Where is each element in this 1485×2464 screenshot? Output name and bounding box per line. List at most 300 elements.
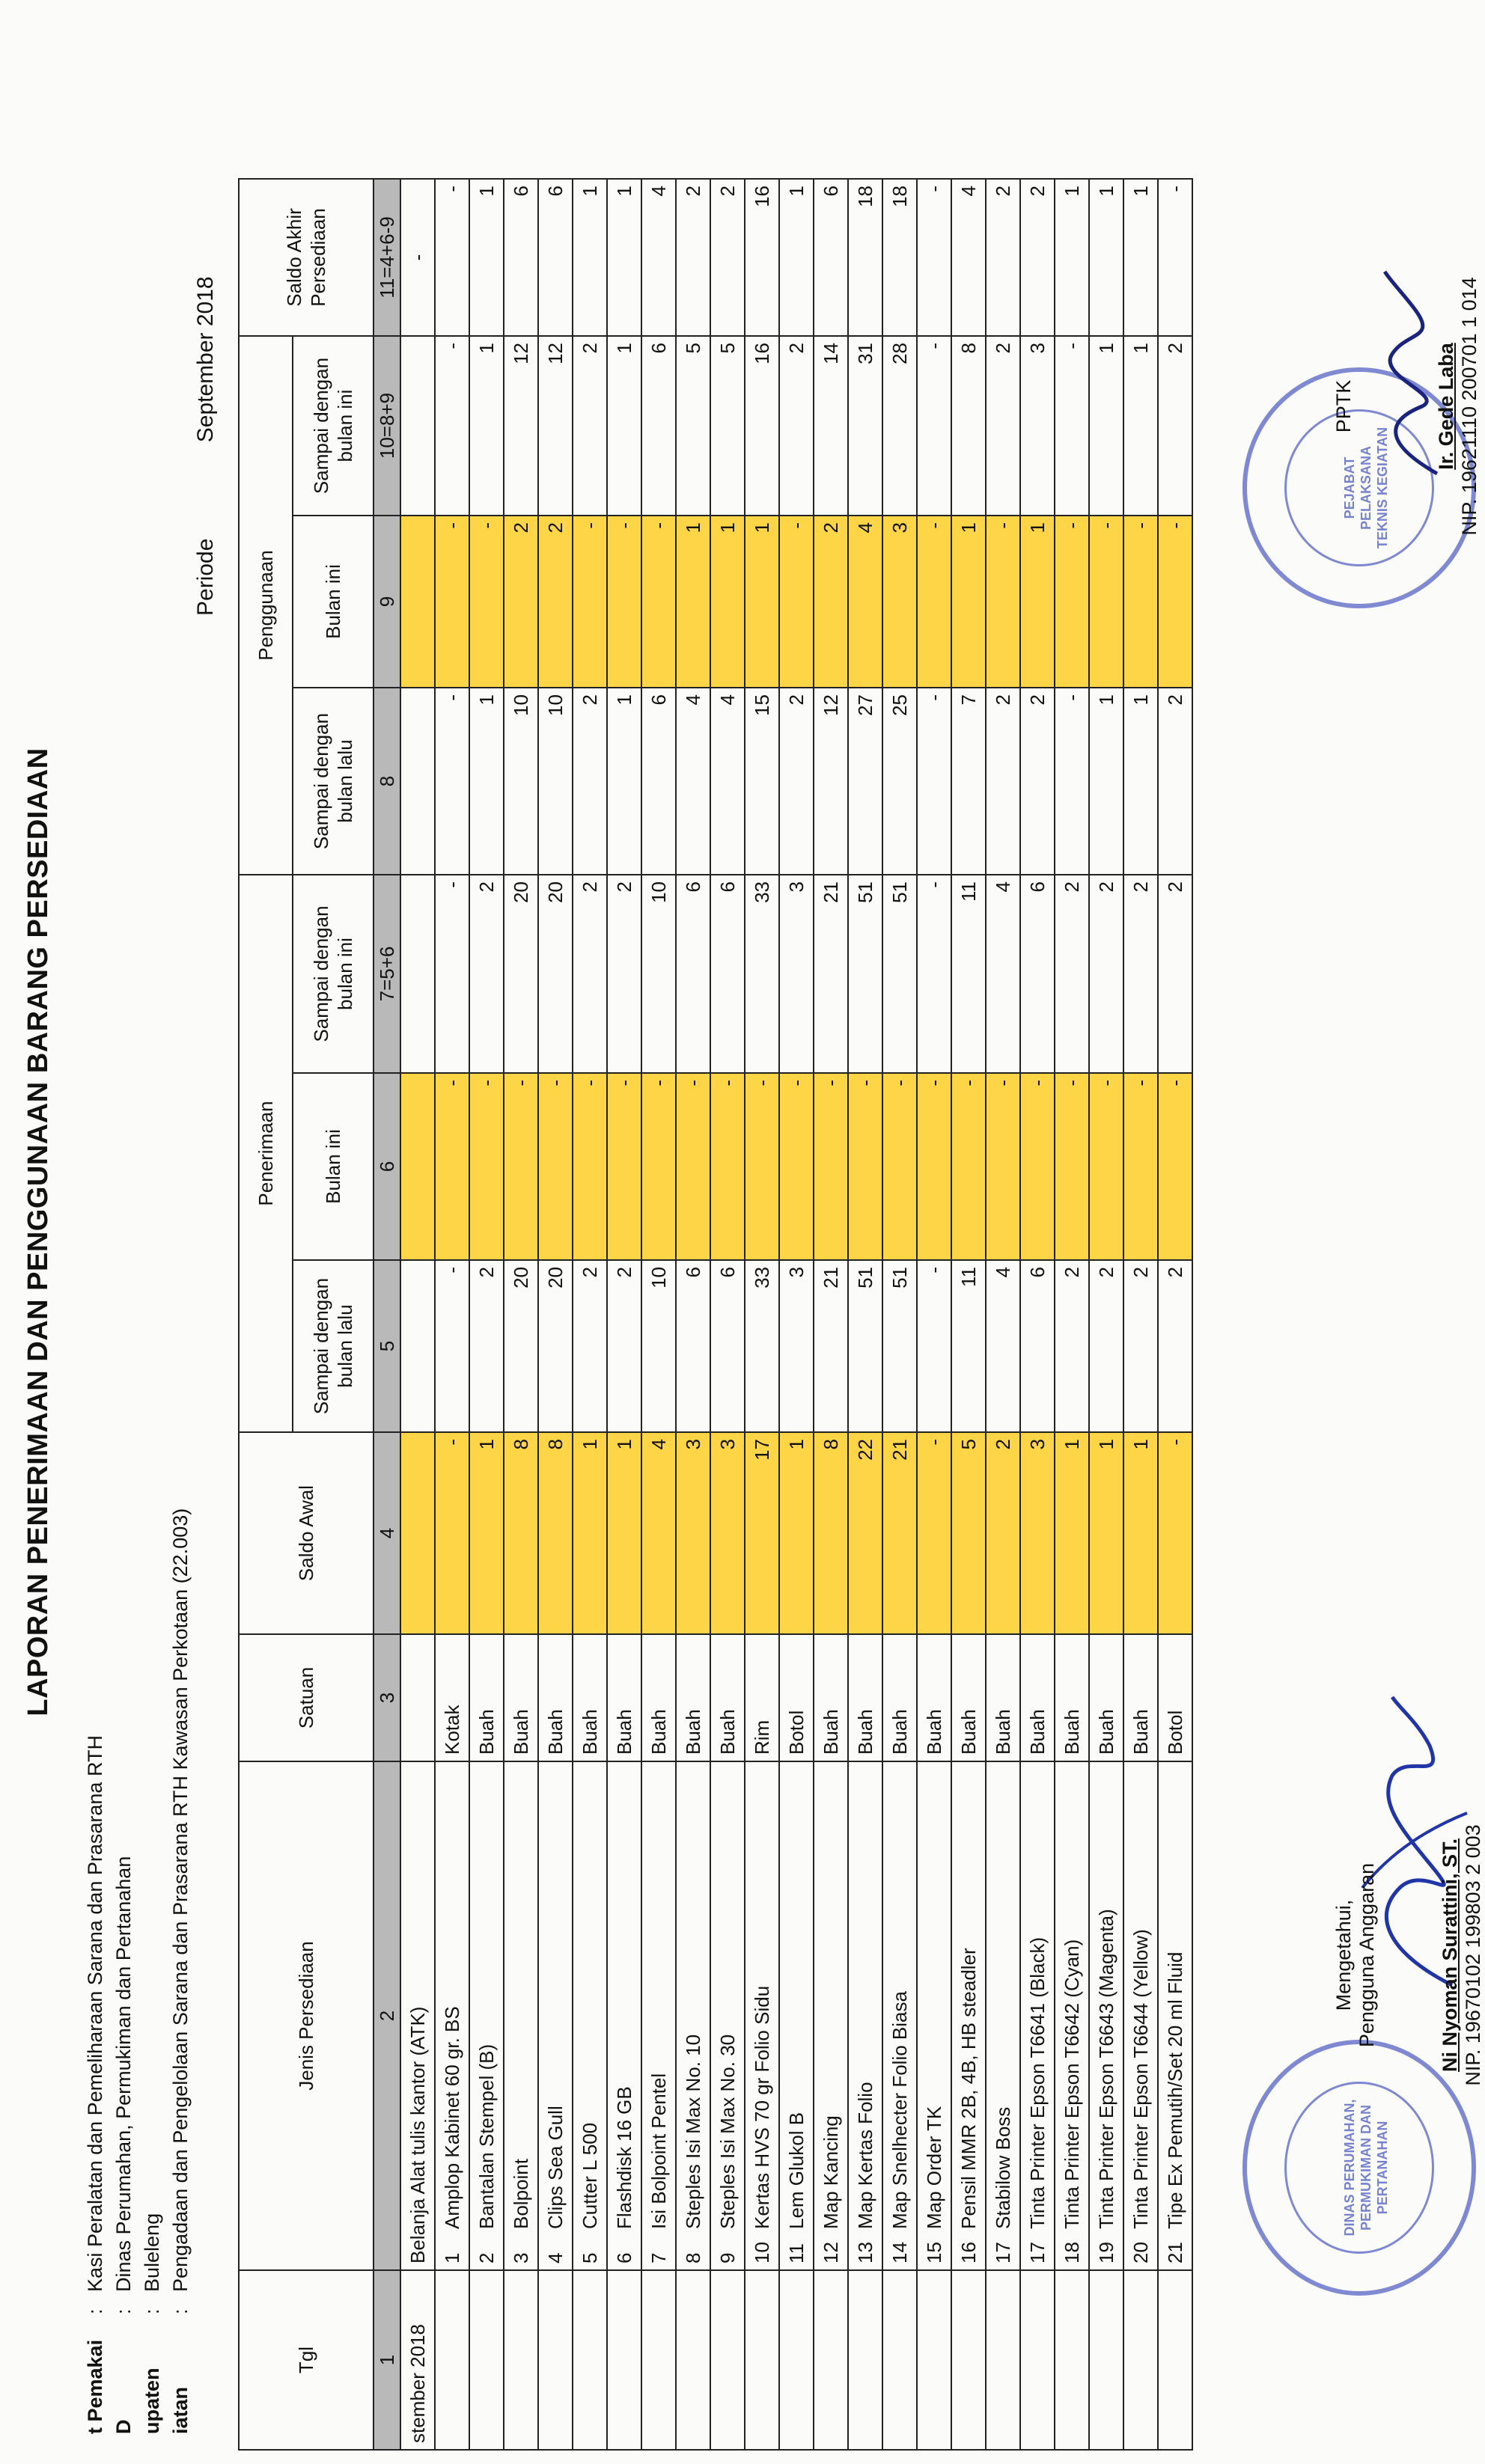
value-cell-c5: 51 — [848, 1260, 882, 1432]
col-number: 11=4+6-9 — [373, 179, 400, 336]
value-cell-c5: - — [917, 1260, 951, 1432]
period-label: Periode — [193, 538, 218, 616]
item-name: Amplop Kabinet 60 gr. BS — [440, 2006, 463, 2229]
signature-block-right — [1332, 182, 1481, 631]
value-cell-c5: 11 — [951, 1260, 986, 1432]
value-cell-c5: - — [435, 1260, 469, 1432]
value-cell-c8: 12 — [814, 688, 848, 875]
value-cell-c8: - — [435, 688, 469, 875]
table-row — [1089, 179, 1123, 2450]
value-cell-c9: - — [1055, 516, 1089, 688]
item-number: 17 — [991, 2242, 1014, 2263]
value-cell-c9: - — [641, 516, 676, 688]
report-title: LAPORAN PENERIMAAN DAN PENGGUNAAN BARANG PERSEDIAAN — [22, 748, 54, 1716]
value-cell-c8: 4 — [676, 688, 710, 875]
item-cell — [814, 1761, 848, 2270]
unit-cell: Buah — [607, 1634, 641, 1761]
value-cell-c7: 4 — [986, 875, 1020, 1073]
unit-cell: Buah — [882, 1634, 917, 1761]
value-cell-c10: - — [1055, 336, 1089, 516]
date-cell — [986, 2270, 1020, 2450]
value-cell-c7: 2 — [469, 875, 504, 1073]
value-cell-c10: 1 — [607, 336, 641, 516]
value-cell-c6: - — [882, 1073, 917, 1260]
value-cell-c11: 18 — [848, 179, 882, 336]
item-cell — [745, 1761, 779, 2270]
value-cell-c8: 1 — [1123, 688, 1158, 875]
value-cell-c4: 2 — [986, 1432, 1020, 1634]
value-cell-c8: 10 — [504, 688, 538, 875]
value-cell-c8: - — [1055, 688, 1089, 875]
value-cell-c7: 20 — [504, 875, 538, 1073]
value-cell-c8: 10 — [538, 688, 573, 875]
value-cell-c6: - — [1020, 1073, 1055, 1260]
table-row — [469, 179, 504, 2450]
value-cell-c8: 27 — [848, 688, 882, 875]
sig-right-line1: PPTK — [1332, 379, 1355, 433]
value-cell-c6: - — [573, 1073, 607, 1260]
value-cell-c7: 6 — [1020, 875, 1055, 1073]
value-cell-c4: 1 — [779, 1432, 814, 1634]
value-cell-c5: 20 — [504, 1260, 538, 1432]
value-cell-c7: 2 — [1089, 875, 1123, 1073]
item-name: Lem Glukol B — [784, 2112, 808, 2229]
value-cell-c10: - — [435, 336, 469, 516]
item-cell — [1089, 1761, 1123, 2270]
value-cell-c11: 1 — [1055, 179, 1089, 336]
item-cell — [986, 1761, 1020, 2270]
value-cell-c6: - — [1158, 1073, 1192, 1260]
date-cell — [607, 2270, 641, 2450]
value-cell-c11: 1 — [573, 179, 607, 336]
value-cell-c8: - — [917, 688, 951, 875]
value-cell-c5: 6 — [676, 1260, 710, 1432]
value-cell-c4: 17 — [745, 1432, 779, 1634]
table-row — [1020, 179, 1055, 2450]
item-number: 11 — [784, 2243, 808, 2263]
value-cell-c4: 4 — [641, 1432, 676, 1634]
value-cell-c6: - — [986, 1073, 1020, 1260]
value-cell-c9: - — [779, 516, 814, 688]
header-bulan-ini: Bulan ini — [293, 516, 373, 688]
value-cell-c9: 1 — [745, 516, 779, 688]
col-number: 10=8+9 — [373, 336, 400, 516]
value-cell-c6: - — [745, 1073, 779, 1260]
unit-cell: Buah — [469, 1634, 504, 1761]
header-saldo-akhir: Saldo Akhir Persediaan — [239, 179, 373, 336]
value-cell-c10: 12 — [538, 336, 573, 516]
item-name: Map Snelhecter Folio Biasa — [888, 1991, 911, 2229]
meta-row: t Pemakai:Kasi Peralatan dan Pemeliharaan Sarana dan Prasarana RTH — [84, 1735, 106, 2434]
table-row — [951, 179, 986, 2450]
item-name: Tipe Ex Pemutih/Set 20 ml Fluid — [1163, 1951, 1186, 2229]
sig-left-name: Ni Nyoman Surattini, ST. — [1439, 1838, 1461, 2073]
header-sampai-lalu: Sampai dengan bulan lalu — [293, 688, 373, 875]
meta-row: upaten:Buleleng — [141, 2213, 163, 2434]
unit-cell: Buah — [951, 1634, 986, 1761]
col-number: 8 — [373, 688, 400, 875]
item-cell — [435, 1761, 469, 2270]
unit-cell: Buah — [1089, 1634, 1123, 1761]
value-cell-c5: 2 — [469, 1260, 504, 1432]
table-row — [504, 179, 538, 2450]
table-row — [745, 179, 779, 2450]
value-cell-c4: 1 — [1123, 1432, 1158, 1634]
value-cell-c4: 1 — [573, 1432, 607, 1634]
date-cell — [779, 2270, 814, 2450]
value-cell-c10: 8 — [951, 336, 986, 516]
value-cell-c8: 1 — [1089, 688, 1123, 875]
table-row — [986, 179, 1020, 2450]
date-cell — [1158, 2270, 1192, 2450]
value-cell-c4: 8 — [814, 1432, 848, 1634]
item-cell — [1055, 1761, 1089, 2270]
unit-cell: Buah — [641, 1634, 676, 1761]
value-cell-c4: - — [917, 1432, 951, 1634]
value-cell-c6: - — [1089, 1073, 1123, 1260]
meta-row: iatan:Pengadaan dan Pengelolaan Sarana dan Prasarana RTH Kawasan Perkotaan (22.003) — [169, 1508, 192, 2434]
value-cell-c7: - — [917, 875, 951, 1073]
item-cell — [1020, 1761, 1055, 2270]
value-cell-c6: - — [641, 1073, 676, 1260]
header-saldo-awal: Saldo Awal — [239, 1432, 373, 1634]
unit-cell: Buah — [986, 1634, 1020, 1761]
value-cell-c8: 2 — [1158, 688, 1192, 875]
value-cell-c6: - — [469, 1073, 504, 1260]
col-number: 9 — [373, 516, 400, 688]
date-cell — [676, 2270, 710, 2450]
value-cell-c11: 2 — [1020, 179, 1055, 336]
value-cell-c4: 3 — [710, 1432, 745, 1634]
value-cell-c11: 2 — [676, 179, 710, 336]
date-cell — [1020, 2270, 1055, 2450]
value-cell-c11: - — [1158, 179, 1192, 336]
date-cell — [848, 2270, 882, 2450]
value-cell-c11: 6 — [814, 179, 848, 336]
item-name: Isi Bolpoint Pentel — [647, 2073, 670, 2229]
value-cell-c4: - — [1158, 1432, 1192, 1634]
item-name: Tinta Printer Epson T6641 (Black) — [1025, 1936, 1049, 2229]
value-cell-c5: 4 — [986, 1260, 1020, 1432]
value-cell-c11: 6 — [538, 179, 573, 336]
stamp-text: PEJABAT PELAKSANA TEKNIS KEGIATAN — [1342, 427, 1390, 549]
item-cell — [710, 1761, 745, 2270]
value-cell-c9: 4 — [848, 516, 882, 688]
value-cell-c10: 5 — [710, 336, 745, 516]
date-cell — [951, 2270, 986, 2450]
date-cell — [814, 2270, 848, 2450]
header-tgl: Tgl — [239, 2270, 373, 2450]
item-cell — [676, 1761, 710, 2270]
value-cell-c7: 33 — [745, 875, 779, 1073]
value-cell-c7: 3 — [779, 875, 814, 1073]
value-cell-c7: 6 — [676, 875, 710, 1073]
value-cell-c6: - — [814, 1073, 848, 1260]
item-cell — [917, 1761, 951, 2270]
item-cell — [882, 1761, 917, 2270]
date-cell — [469, 2270, 504, 2450]
value-cell-c5: 2 — [573, 1260, 607, 1432]
unit-cell: Buah — [814, 1634, 848, 1761]
value-cell-c11: - — [917, 179, 951, 336]
date-cell: stember 2018 — [400, 2270, 435, 2450]
table-row — [917, 179, 951, 2450]
item-number: 21 — [1163, 2242, 1186, 2263]
value-cell-c9: - — [917, 516, 951, 688]
item-name: Stabilow Boss — [991, 2106, 1014, 2229]
value-cell-c4: 8 — [504, 1432, 538, 1634]
value-cell-c7: 2 — [1055, 875, 1089, 1073]
value-cell-c9: - — [607, 516, 641, 688]
value-cell-c11: 1 — [607, 179, 641, 336]
value-cell-c8: 15 — [745, 688, 779, 875]
sig-right-name: Ir. Gede Laba — [1435, 343, 1457, 470]
value-cell-c10: 1 — [469, 336, 504, 516]
value-cell-c10: 1 — [1089, 336, 1123, 516]
value-cell-c7: 21 — [814, 875, 848, 1073]
item-number: 7 — [647, 2252, 670, 2263]
item-name: Tinta Printer Epson T6642 (Cyan) — [1060, 1939, 1083, 2229]
value-cell-c11: 1 — [1089, 179, 1123, 336]
table-row — [779, 179, 814, 2450]
column-number-row — [373, 179, 400, 2450]
item-number: 13 — [853, 2242, 876, 2263]
stamp-text: DINAS PERUMAHAN, PERMUKIMAN DAN PERTANAHAN — [1342, 2099, 1390, 2237]
table-row — [710, 179, 745, 2450]
value-cell-c7: 2 — [573, 875, 607, 1073]
signature-block-left — [1332, 1693, 1485, 2217]
value-cell-c9: - — [435, 516, 469, 688]
value-cell-c10: 31 — [848, 336, 882, 516]
period — [193, 276, 219, 616]
item-number: 9 — [716, 2252, 739, 2263]
value-cell-c4: 1 — [1055, 1432, 1089, 1634]
value-cell-c5: 2 — [1089, 1260, 1123, 1432]
inventory-table — [238, 178, 1193, 2451]
value-cell-c8: 7 — [951, 688, 986, 875]
item-name: Map Order TK — [922, 2106, 945, 2229]
value-cell-c8: 1 — [607, 688, 641, 875]
col-number: 1 — [373, 2270, 400, 2450]
header-bulan-ini: Bulan ini — [293, 1073, 373, 1260]
value-cell-c8: 1 — [469, 688, 504, 875]
value-cell-c7: 51 — [848, 875, 882, 1073]
item-number: 12 — [819, 2242, 842, 2263]
unit-cell: Buah — [848, 1634, 882, 1761]
item-name: Steples Isi Max No. 10 — [681, 2034, 704, 2229]
value-cell-c11: 1 — [779, 179, 814, 336]
value-cell-c6: - — [917, 1073, 951, 1260]
table-row — [641, 179, 676, 2450]
value-cell-c5: 2 — [1158, 1260, 1192, 1432]
item-cell — [779, 1761, 814, 2270]
value-cell-c7: 20 — [538, 875, 573, 1073]
value-cell-c7: 2 — [1158, 875, 1192, 1073]
col-number: 7=5+6 — [373, 875, 400, 1073]
value-cell-c9: 2 — [538, 516, 573, 688]
value-cell-c10: - — [917, 336, 951, 516]
value-cell-c5: 6 — [710, 1260, 745, 1432]
unit-cell: Botol — [1158, 1634, 1192, 1761]
category-end-cell: - — [400, 179, 435, 336]
item-cell — [469, 1761, 504, 2270]
value-cell-c11: 18 — [882, 179, 917, 336]
value-cell-c6: - — [710, 1073, 745, 1260]
table-row — [573, 179, 607, 2450]
report-meta — [81, 1508, 195, 2434]
item-name: Map Kertas Folio — [853, 2082, 876, 2229]
value-cell-c5: 10 — [641, 1260, 676, 1432]
date-cell — [710, 2270, 745, 2450]
value-cell-c5: 2 — [607, 1260, 641, 1432]
unit-cell: Buah — [1055, 1634, 1089, 1761]
value-cell-c7: 2 — [1123, 875, 1158, 1073]
item-name: Clips Sea Gull — [543, 2106, 567, 2229]
value-cell-c10: 5 — [676, 336, 710, 516]
unit-cell: Buah — [676, 1634, 710, 1761]
value-cell-c6: - — [504, 1073, 538, 1260]
date-cell — [504, 2270, 538, 2450]
header-jenis: Jenis Persediaan — [239, 1761, 373, 2270]
item-cell — [1158, 1761, 1192, 2270]
value-cell-c4: 3 — [676, 1432, 710, 1634]
meta-row: D:Dinas Perumahan, Permukiman dan Pertanahan — [112, 1856, 135, 2434]
value-cell-c11: 4 — [951, 179, 986, 336]
item-number: 3 — [509, 2252, 532, 2263]
table-row — [1158, 179, 1192, 2450]
table-row — [814, 179, 848, 2450]
col-number: 3 — [373, 1634, 400, 1761]
item-number: 1 — [440, 2252, 463, 2263]
col-number: 4 — [373, 1432, 400, 1634]
value-cell-c9: - — [986, 516, 1020, 688]
header-penggunaan: Penggunaan — [239, 336, 293, 875]
date-cell — [641, 2270, 676, 2450]
unit-cell: Rim — [745, 1634, 779, 1761]
value-cell-c11: 4 — [641, 179, 676, 336]
header-penerimaan: Penerimaan — [239, 875, 293, 1432]
item-name: Bolpoint — [509, 2159, 532, 2229]
category-cell: Belanja Alat tulis kantor (ATK) — [400, 1761, 435, 2270]
value-cell-c6: - — [538, 1073, 573, 1260]
value-cell-c4: 22 — [848, 1432, 882, 1634]
value-cell-c9: 1 — [1020, 516, 1055, 688]
value-cell-c11: 2 — [710, 179, 745, 336]
value-cell-c9: 2 — [504, 516, 538, 688]
value-cell-c11: 1 — [1123, 179, 1158, 336]
value-cell-c6: - — [779, 1073, 814, 1260]
unit-cell: Buah — [573, 1634, 607, 1761]
value-cell-c10: 2 — [1158, 336, 1192, 516]
value-cell-c6: - — [1055, 1073, 1089, 1260]
header-sampai-ini: Sampai dengan bulan ini — [293, 875, 373, 1073]
item-number: 8 — [681, 2252, 704, 2263]
item-number: 18 — [1060, 2242, 1083, 2263]
table-row — [607, 179, 641, 2450]
value-cell-c8: 2 — [573, 688, 607, 875]
date-cell — [538, 2270, 573, 2450]
unit-cell: Buah — [1020, 1634, 1055, 1761]
item-cell — [1123, 1761, 1158, 2270]
value-cell-c5: 2 — [1055, 1260, 1089, 1432]
value-cell-c9: 1 — [676, 516, 710, 688]
item-name: Bantalan Stempel (B) — [475, 2043, 498, 2229]
item-number: 2 — [475, 2252, 498, 2263]
header-sampai-lalu: Sampai dengan bulan lalu — [293, 1260, 373, 1432]
item-name: Tinta Printer Epson T6644 (Yellow) — [1129, 1929, 1152, 2229]
table-row — [435, 179, 469, 2450]
value-cell-c7: 51 — [882, 875, 917, 1073]
value-cell-c4: 8 — [538, 1432, 573, 1634]
col-number: 5 — [373, 1260, 400, 1432]
date-cell — [435, 2270, 469, 2450]
item-number: 10 — [750, 2242, 773, 2263]
value-cell-c5: 51 — [882, 1260, 917, 1432]
item-name: Pensil MMR 2B, 4B, HB steadler — [957, 1948, 980, 2229]
value-cell-c5: 2 — [1123, 1260, 1158, 1432]
value-cell-c8: 25 — [882, 688, 917, 875]
value-cell-c4: 1 — [469, 1432, 504, 1634]
value-cell-c9: - — [573, 516, 607, 688]
value-cell-c4: 21 — [882, 1432, 917, 1634]
value-cell-c9: 1 — [710, 516, 745, 688]
value-cell-c10: 16 — [745, 336, 779, 516]
value-cell-c7: - — [435, 875, 469, 1073]
value-cell-c6: - — [848, 1073, 882, 1260]
table-body — [373, 179, 1192, 2450]
unit-cell: Buah — [710, 1634, 745, 1761]
value-cell-c5: 3 — [779, 1260, 814, 1432]
value-cell-c11: 1 — [469, 179, 504, 336]
unit-cell: Botol — [779, 1634, 814, 1761]
value-cell-c10: 2 — [573, 336, 607, 516]
item-number: 6 — [612, 2252, 635, 2263]
item-name: Steples Isi Max No. 30 — [716, 2034, 739, 2229]
item-number: 16 — [957, 2242, 980, 2263]
value-cell-c6: - — [1123, 1073, 1158, 1260]
date-cell — [1123, 2270, 1158, 2450]
item-number: 14 — [888, 2242, 911, 2263]
value-cell-c11: - — [435, 179, 469, 336]
value-cell-c5: 20 — [538, 1260, 573, 1432]
table-row — [676, 179, 710, 2450]
table-row — [882, 179, 917, 2450]
value-cell-c6: - — [607, 1073, 641, 1260]
date-cell — [882, 2270, 917, 2450]
category-row — [400, 179, 435, 2450]
value-cell-c8: 2 — [1020, 688, 1055, 875]
item-number: 17 — [1025, 2242, 1049, 2263]
value-cell-c4: 1 — [1089, 1432, 1123, 1634]
value-cell-c10: 28 — [882, 336, 917, 516]
item-cell — [573, 1761, 607, 2270]
value-cell-c9: 3 — [882, 516, 917, 688]
value-cell-c10: 3 — [1020, 336, 1055, 516]
value-cell-c9: - — [1158, 516, 1192, 688]
date-cell — [573, 2270, 607, 2450]
item-number: 5 — [578, 2252, 601, 2263]
value-cell-c8: 2 — [779, 688, 814, 875]
table-row — [1055, 179, 1089, 2450]
unit-cell: Buah — [1123, 1634, 1158, 1761]
value-cell-c9: 1 — [951, 516, 986, 688]
value-cell-c5: 21 — [814, 1260, 848, 1432]
value-cell-c11: 16 — [745, 179, 779, 336]
value-cell-c10: 2 — [779, 336, 814, 516]
value-cell-c4: 5 — [951, 1432, 986, 1634]
item-cell — [951, 1761, 986, 2270]
value-cell-c6: - — [951, 1073, 986, 1260]
